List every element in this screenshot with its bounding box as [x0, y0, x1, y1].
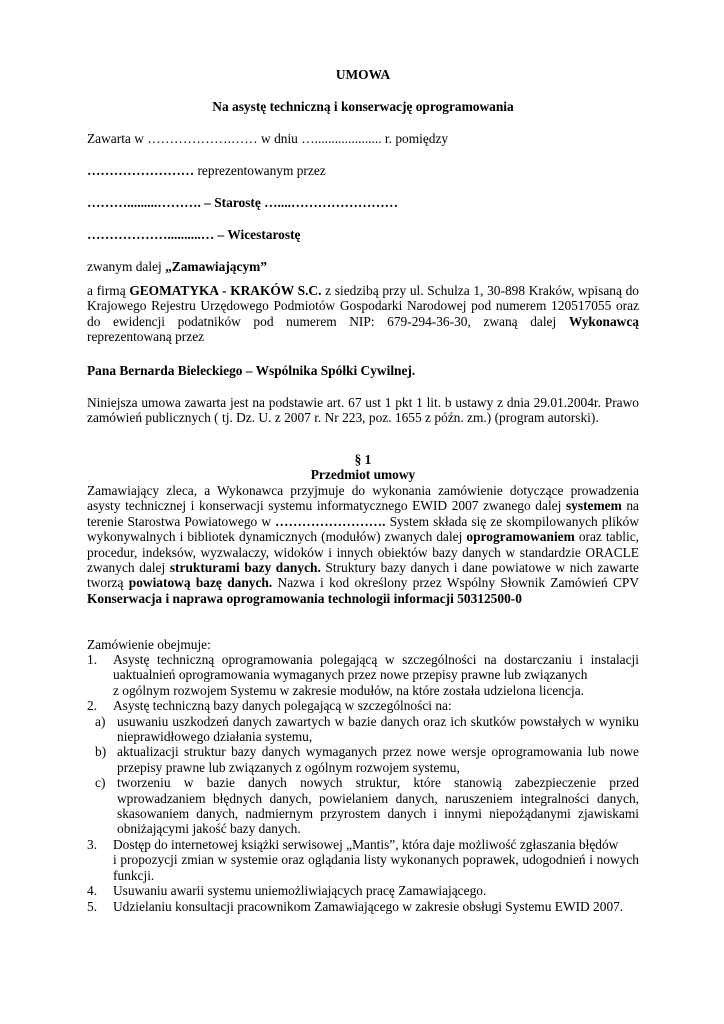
contract-subtitle: Na asystę techniczną i konserwację oprogramowania [212, 99, 514, 114]
scope-intro: Zamówienie obejmuje: [87, 637, 211, 652]
list-item: 2. Asystę techniczną bazy danych polegającą w szczególności na: a) usuwaniu uszkodzeń danych zawartych w bazie danych oraz ich skutków powstałych w wyniku nieprawidłowego działania systemu, b) aktualizacji struktur bazy danych wymaganych przez nowe wersje oprogramowania lub nowe przepisy prawne lub związanych z ogólnym rozwojem systemu, c) tworzeniu w bazie danych nowych struktur, które stanowią zabezpieczenie przed wprowadzaniem błędnych danych, powielaniem danych, naruszeniem integralności danych, skasowaniem danych, nadmiernym przyrostem danych i innymi niepożądanymi zjawiskami obniżającymi jakość bazy danych. [87, 698, 639, 837]
signed-in-line: Zawarta w ……………….…… w dniu ….................... r. pomiędzy [87, 131, 449, 146]
subject-paragraph: Zamawiający zleca, a Wykonawca przyjmuje do wykonania zamówienie dotyczące prowadzenia asysty technicznej i konserwacji systemu informatycznego EWID 2007 zwanego dalej systemem na terenie Starostwa Powiatowego w ……………………. System składa się ze skompilowanych plików wykonywalnych i bibliotek dynamicznych (modułów) zwanych dalej oprogramowaniem oraz tablic, procedur, indeksów, wyzwalaczy, widoków i innych obiektów bazy danych w standardzie ORACLE zwanych dalej strukturami bazy danych. Struktury bazy danych i dane powiatowe w nich zawarte tworzą powiatową bazę danych. Nazwa i kod określony przez Wspólny Słownik Zamówień CPV Konserwacja i naprawa oprogramowania technologii informacji 50312500-0 [87, 483, 640, 606]
list-item: b) aktualizacji struktur bazy danych wymaganych przez nowe wersje oprogramowania lub nowe przepisy prawne lub związanych z ogólnym rozwojem systemu, [95, 744, 639, 775]
list-item: 5. Udzielaniu konsultacji pracownikom Zamawiającego w zakresie obsługi Systemu EWID 2007. [87, 898, 624, 914]
list-item: a) usuwaniu uszkodzeń danych zawartych w bazie danych oraz ich skutków powstałych w wyniku nieprawidłowego działania systemu, [95, 713, 639, 745]
wicestarosta-line: ………………..........… – Wicestarostę [87, 227, 301, 242]
list-item: 3. Dostęp do internetowej książki serwisowej „Mantis”, która daje możliwość zgłaszania błędów i propozycji zmian w systemie oraz oglądania listy wykonanych poprawek, udogodnień i nowych funkcji. [87, 836, 639, 883]
legal-basis-paragraph: Niniejsza umowa zawarta jest na podstawie art. 67 ust 1 pkt 1 lit. b ustawy z dnia 29.01.2004r. Prawo zamówień publicznych ( tj. Dz. U. z 2007 r. Nr 223, poz. 1655 z późn. zm.) (program autorski). [87, 395, 639, 426]
section-number: § 1 [354, 452, 372, 467]
contractor-paragraph: a firmą GEOMATYKA - KRAKÓW S.C. z siedzibą przy ul. Schulza 1, 30-898 Kraków, wpisaną do Krajowego Rejestru Urzędowego Podmiotów Gospodarki Narodowej pod numerem 120517055 oraz do ewidencji podatników pod numerem NIP: 679-294-36-30, zwaną dalej Wykonawcą reprezentowaną przez [87, 283, 639, 345]
section-title: Przedmiot umowy [310, 467, 416, 482]
scope-list [87, 652, 639, 914]
contract-title: UMOWA [335, 67, 391, 82]
ordering-party-line: zwanym dalej „Zamawiającym” [87, 259, 267, 274]
starosta-line: ……….........………. – Starostę …....…………………… [87, 195, 399, 210]
representative-line: Pana Bernarda Bieleckiego – Wspólnika Spółki Cywilnej. [87, 363, 416, 378]
list-item: c) tworzeniu w bazie danych nowych struktur, które stanowią zabezpieczenie przed wprowadzaniem błędnych danych, powielaniem danych, naruszeniem integralności danych, skasowaniem danych, nadmiernym przyrostem danych i innymi niepożądanymi zjawiskami obniżającymi jakość bazy danych. [95, 775, 639, 837]
sub-list [87, 714, 639, 837]
list-item: 4. Usuwaniu awarii systemu uniemożliwiających pracę Zamawiającego. [87, 883, 487, 899]
county-line: …………………… reprezentowanym przez [87, 163, 326, 178]
list-item: 1. Asystę techniczną oprogramowania polegającą w szczególności na dostarczaniu i instalacji uaktualnień oprogramowania wymaganych przez nowe przepisy prawne lub związanych z ogólnym rozwojem Systemu w zakresie modułów, na które została udzielona licencja. [87, 652, 639, 698]
